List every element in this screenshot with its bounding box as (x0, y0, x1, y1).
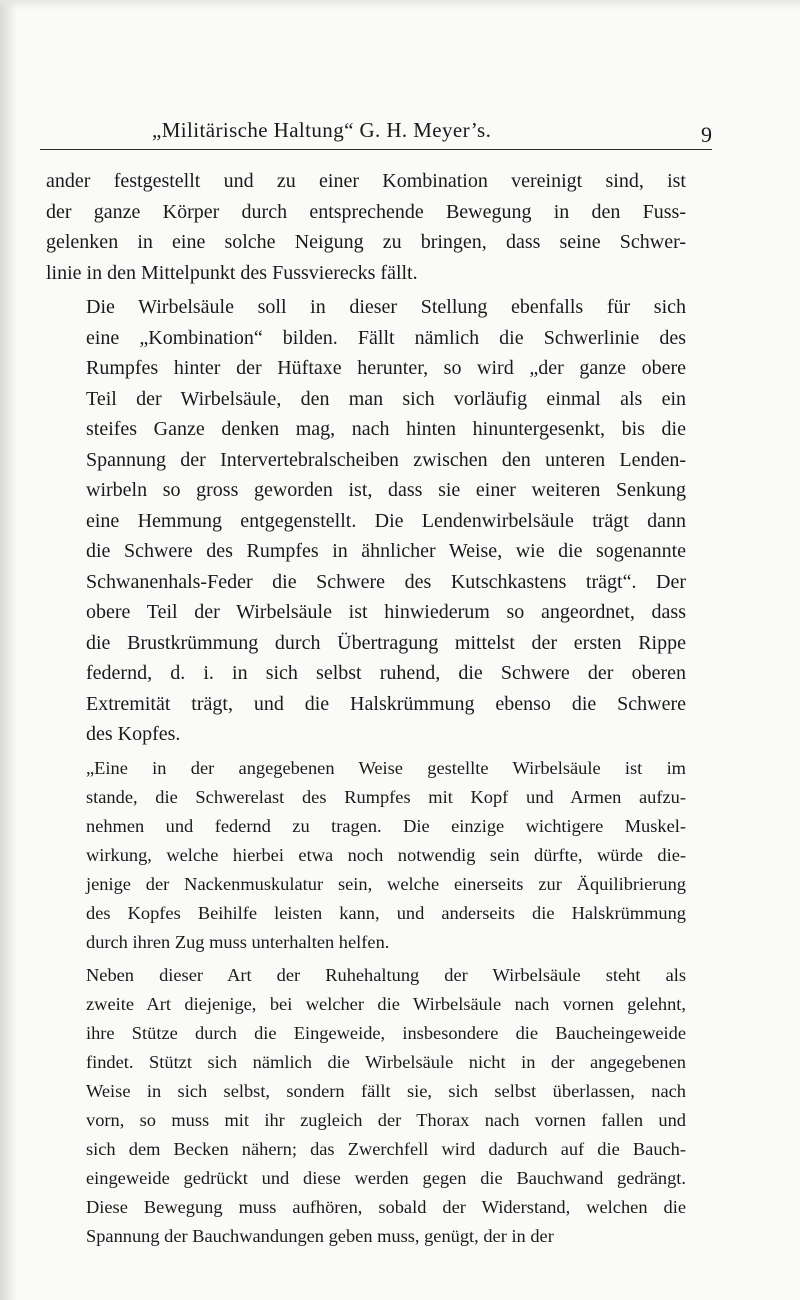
text-line: Spannung der Intervertebralscheiben zwischen den unteren Lenden- (86, 448, 686, 471)
text-line: des Kopfes Beihilfe leisten kann, und anderseits die Halskrümmung (86, 902, 686, 923)
body-text (46, 166, 686, 1251)
text-line: die Schwere des Rumpfes in ähnlicher Weise, wie die sogenannte (86, 540, 686, 562)
header-rule (40, 149, 712, 150)
page-edge-shadow (0, 0, 18, 1300)
text-line: federnd, d. i. in sich selbst ruhend, die Schwere der oberen (86, 662, 686, 684)
text-line: Schwanenhals-Feder die Schwere des Kutschkastens trägt“. Der (86, 570, 686, 593)
text-line: eine „Kombination“ bilden. Fällt nämlich die Schwerlinie des (86, 326, 686, 349)
text-line: durch ihren Zug muss unterhalten helfen. (86, 931, 390, 952)
running-header (40, 112, 712, 148)
text-line: steifes Ganze denken mag, nach hinten hinuntergesenkt, bis die (86, 418, 686, 440)
text-line: eine Hemmung entgegenstellt. Die Lendenwirbelsäule trägt dann (86, 509, 686, 532)
text-line: eingeweide gedrückt und diese werden gegen die Bauchwand gedrängt. (86, 1167, 686, 1188)
paragraph-4 (46, 961, 686, 1251)
page-number: 9 (701, 122, 712, 147)
text-line: jenige der Nackenmuskulatur sein, welche einerseits zur Äquilibrierung (86, 873, 686, 894)
text-line: nehmen und federnd zu tragen. Die einzige wichtigere Muskel- (86, 815, 686, 836)
text-line: wirkung, welche hierbei etwa noch notwendig sein dürfte, würde die- (86, 844, 686, 865)
text-line: ander festgestellt und zu einer Kombination vereinigt sind, ist (46, 170, 686, 192)
text-line: linie in den Mittelpunkt des Fussvierecks fällt. (46, 261, 418, 284)
paragraph-3-quote (46, 754, 686, 957)
text-line: sich dem Becken nähern; das Zwerchfell wird dadurch auf die Bauch- (86, 1138, 686, 1159)
paragraph-1 (46, 166, 686, 288)
text-line: Spannung der Bauchwandungen geben muss, genügt, der in der (86, 1225, 554, 1246)
text-line: zweite Art diejenige, bei welcher die Wirbelsäule nach vornen gelehnt, (86, 993, 686, 1014)
text-line: des Kopfes. (86, 723, 181, 745)
text-line: Weise in sich selbst, sondern fällt sie, sich selbst überlassen, nach (86, 1080, 686, 1101)
text-line: Teil der Wirbelsäule, den man sich vorläufig einmal als ein (86, 387, 686, 410)
text-line: die Brustkrümmung durch Übertragung mittelst der ersten Rippe (86, 631, 686, 654)
text-line: findet. Stützt sich nämlich die Wirbelsäule nicht in der angegebenen (86, 1051, 686, 1072)
text-line: gelenken in eine solche Neigung zu bringen, dass seine Schwer- (46, 231, 686, 253)
paragraph-2 (46, 292, 686, 750)
text-line: Diese Bewegung muss aufhören, sobald der Widerstand, welchen die (86, 1196, 686, 1217)
text-line: der ganze Körper durch entsprechende Bewegung in den Fuss- (46, 200, 686, 223)
text-line: ihre Stütze durch die Eingeweide, insbesondere die Baucheingeweide (86, 1022, 686, 1043)
text-line: Neben dieser Art der Ruhehaltung der Wirbelsäule steht als (86, 964, 686, 985)
text-line: wirbeln so gross geworden ist, dass sie einer weiteren Senkung (86, 479, 686, 501)
running-title: „Militärische Haltung“ G. H. Meyer’s. (152, 118, 492, 142)
text-line: stande, die Schwerelast des Rumpfes mit Kopf und Armen aufzu- (86, 786, 686, 807)
text-line: Die Wirbelsäule soll in dieser Stellung ebenfalls für sich (86, 296, 686, 318)
text-line: „Eine in der angegebenen Weise gestellte Wirbelsäule ist im (86, 757, 686, 778)
text-line: Rumpfes hinter der Hüftaxe herunter, so wird „der ganze obere (86, 357, 686, 379)
page-top-shadow (0, 0, 800, 10)
text-line: Extremität trägt, und die Halskrümmung ebenso die Schwere (86, 692, 686, 715)
text-line: vorn, so muss mit ihr zugleich der Thorax nach vornen fallen und (86, 1109, 686, 1130)
text-line: obere Teil der Wirbelsäule ist hinwiederum so angeordnet, dass (86, 601, 686, 623)
